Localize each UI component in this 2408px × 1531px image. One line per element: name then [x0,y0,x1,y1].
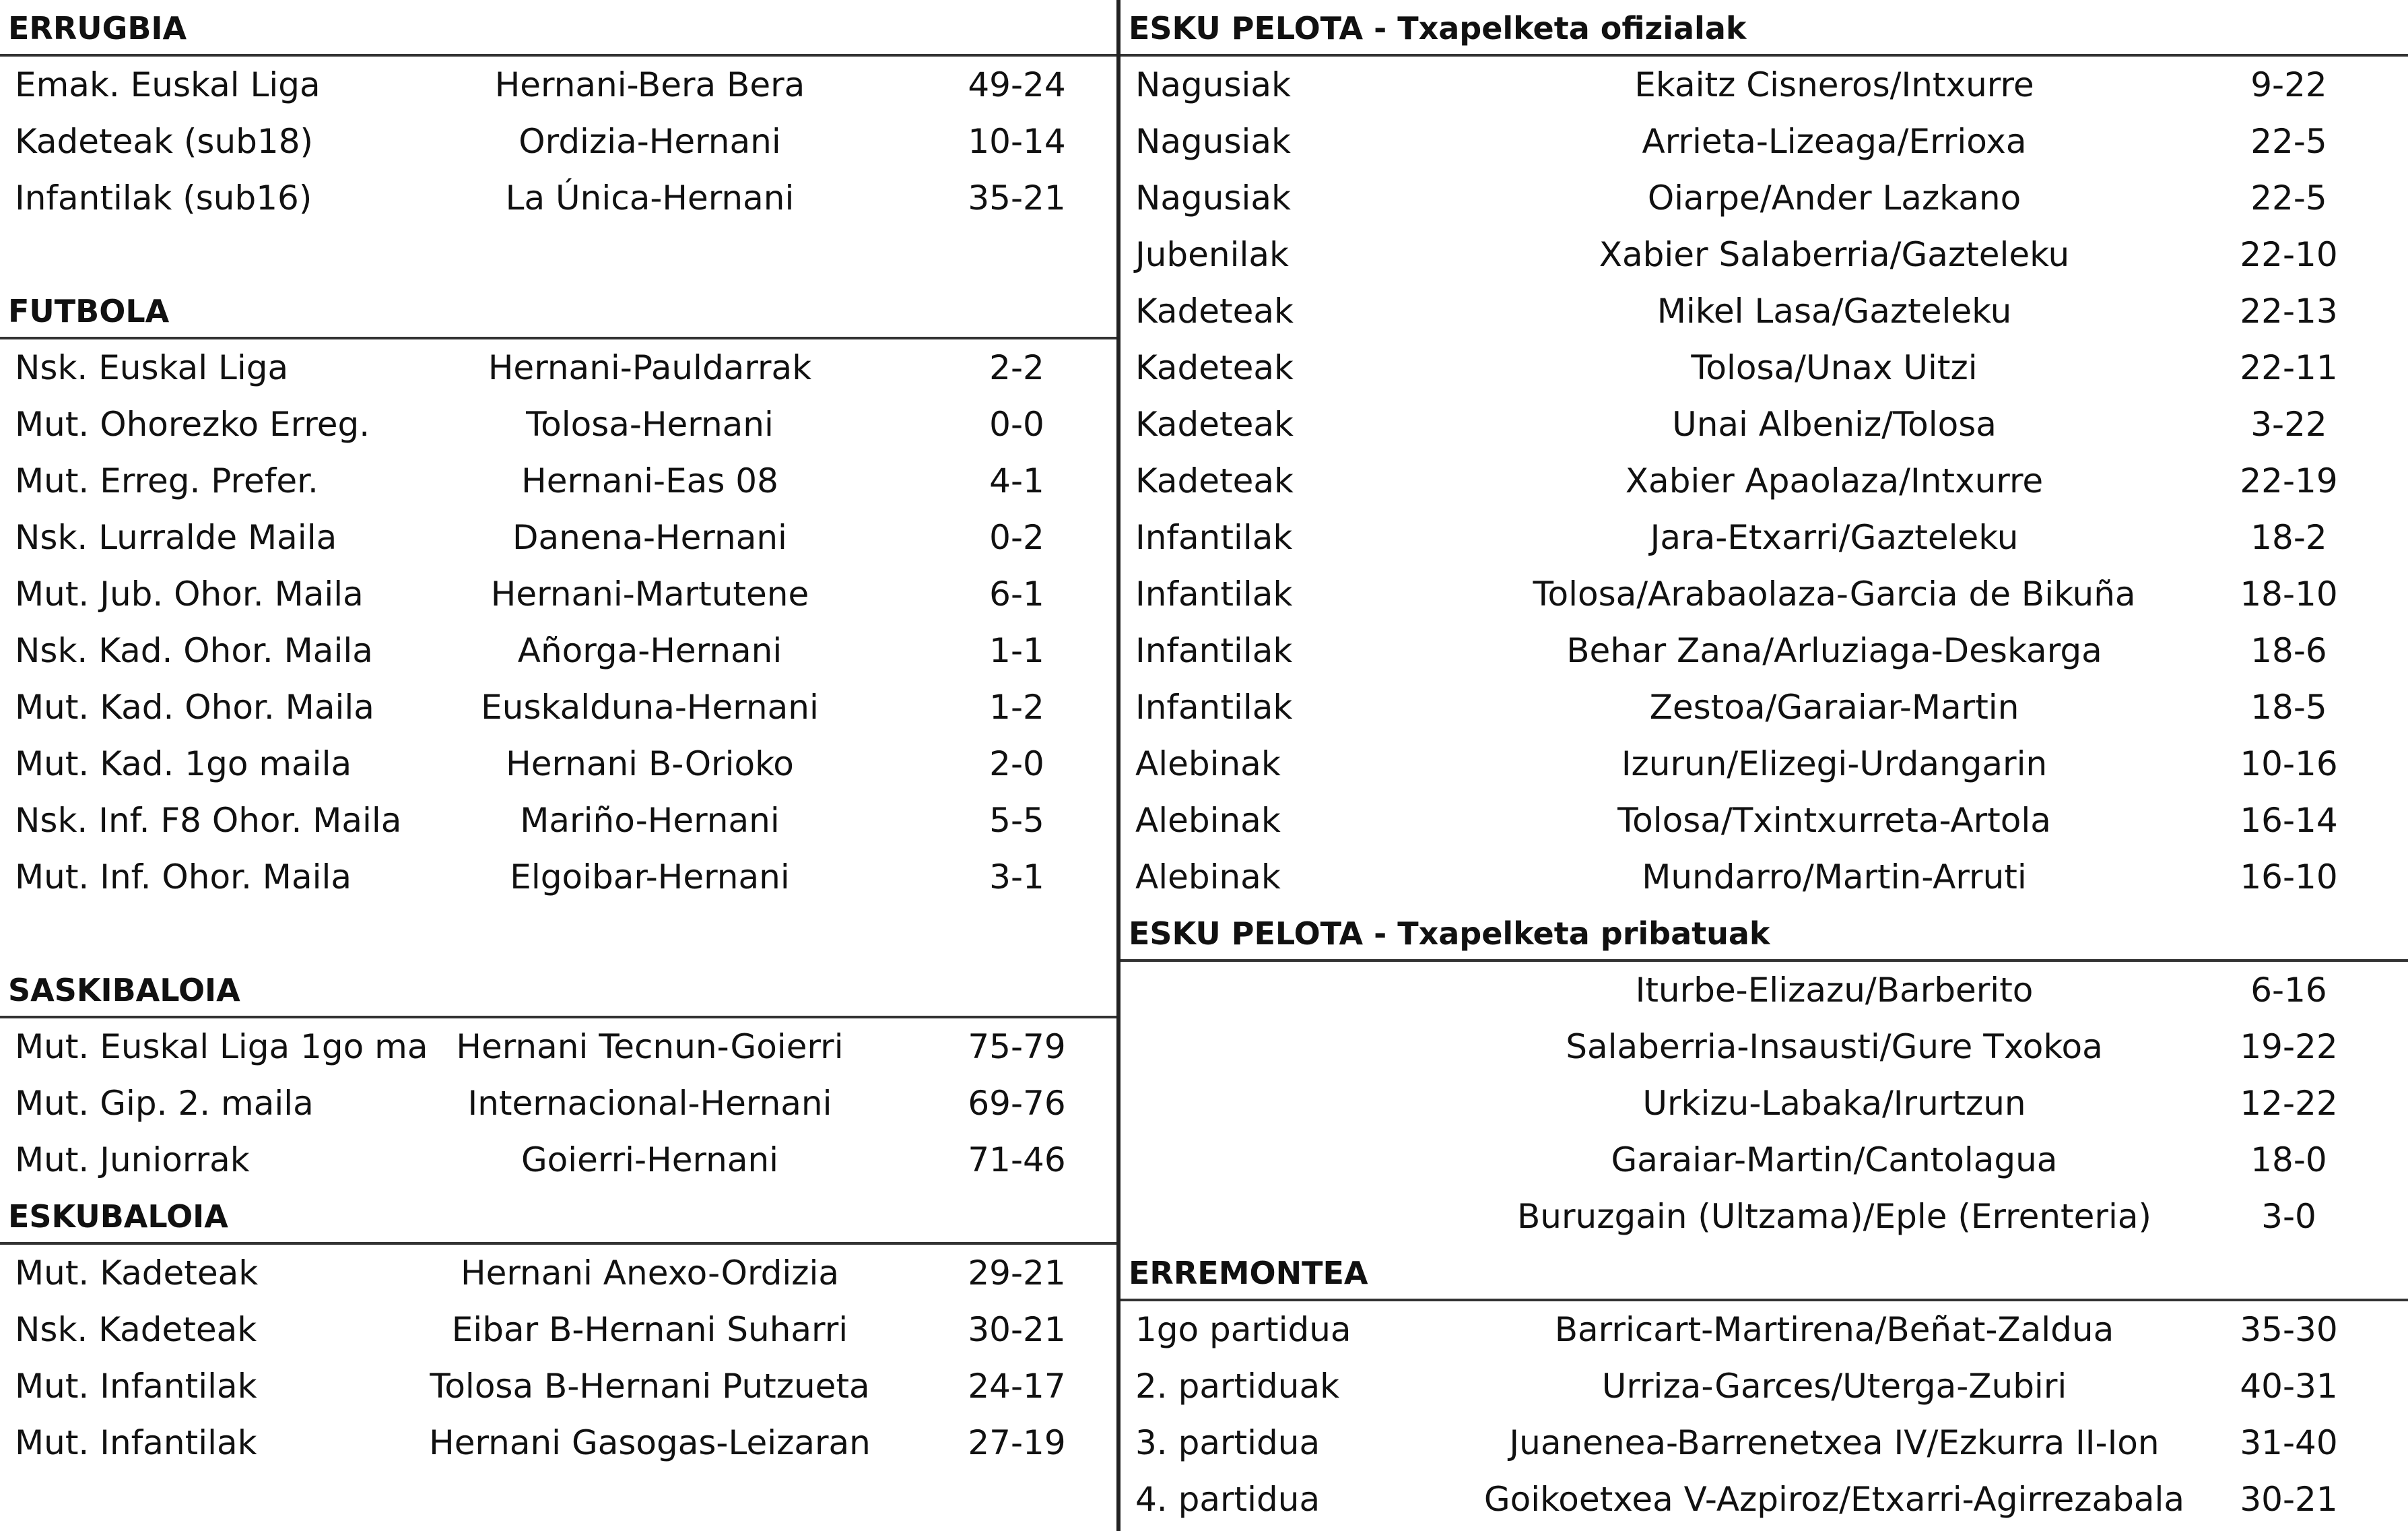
table-row [1121,1471,2408,1528]
right-column [1121,0,2408,1528]
score-cell: 6-1 [989,575,1044,614]
category-cell: Kadeteak (sub18) [15,122,314,161]
table-row [1121,226,2408,283]
table-row [1121,1188,2408,1245]
match-cell: Tolosa/Arabaolaza-Garcia de Bikuña [1533,575,2136,614]
score-cell: 16-10 [2240,857,2338,897]
table-row [1121,57,2408,113]
section-title: ESKU PELOTA - Txapelketa pribatuak [1121,905,2408,962]
score-cell: 18-2 [2250,518,2327,557]
category-cell: Nsk. Inf. F8 Ohor. Maila [15,801,402,840]
score-cell: 19-22 [2240,1027,2338,1066]
table-row [0,113,1116,170]
section-title: ERRUGBIA [0,0,1116,57]
table-row [0,509,1116,566]
category-cell: 1go partidua [1135,1310,1351,1349]
score-cell: 1-2 [989,688,1044,727]
category-cell: Mut. Kad. Ohor. Maila [15,688,374,727]
category-cell: 3. partidua [1135,1423,1320,1462]
table-row [0,1245,1116,1301]
score-cell: 22-19 [2240,461,2338,500]
category-cell: Alebinak [1135,801,1281,840]
match-cell: Xabier Apaolaza/Intxurre [1625,461,2044,500]
score-cell: 22-5 [2250,122,2327,161]
table-row [0,1414,1116,1471]
category-cell: Mut. Juniorrak [15,1140,250,1179]
score-cell: 18-6 [2250,631,2327,670]
match-cell: Internacional-Hernani [467,1084,832,1123]
table-row [0,1018,1116,1075]
table-row [1121,566,2408,622]
match-cell: Izurun/Elizegi-Urdangarin [1621,744,2048,783]
score-cell: 75-79 [968,1027,1066,1066]
category-cell: Mut. Gip. 2. maila [15,1084,314,1123]
section-title: SASKIBALOIA [0,962,1116,1018]
score-cell: 35-30 [2240,1310,2338,1349]
category-cell: Nagusiak [1135,65,1292,104]
match-cell: Buruzgain (Ultzama)/Eple (Errenteria) [1516,1197,2152,1236]
table-row [1121,453,2408,509]
section-title: ESKU PELOTA - Txapelketa ofizialak [1121,0,2408,57]
match-cell: Hernani-Bera Bera [494,65,805,104]
score-cell: 16-14 [2240,801,2338,840]
table-row [1121,1414,2408,1471]
score-cell: 12-22 [2240,1084,2338,1123]
match-cell: Unai Albeniz/Tolosa [1672,405,1997,444]
table-row [0,679,1116,736]
section-futbola [0,283,1116,905]
table-row [1121,1075,2408,1132]
table-row [1121,679,2408,736]
table-row [1121,170,2408,226]
match-cell: Eibar B-Hernani Suharri [451,1310,848,1349]
score-cell: 30-21 [2240,1480,2338,1519]
score-cell: 3-1 [989,857,1044,897]
match-cell: Urkizu-Labaka/Irurtzun [1642,1084,2026,1123]
match-cell: Tolosa-Hernani [526,405,774,444]
score-cell: 5-5 [989,801,1044,840]
match-cell: Jara-Etxarri/Gazteleku [1650,518,2019,557]
match-cell: Hernani B-Orioko [506,744,794,783]
category-cell: Infantilak [1135,688,1293,727]
table-row [1121,509,2408,566]
section-erremontea [1121,1245,2408,1528]
table-row [0,792,1116,849]
section-eskubaloia [0,1188,1116,1471]
table-row [1121,1358,2408,1414]
score-cell: 29-21 [968,1253,1066,1293]
score-cell: 2-0 [989,744,1044,783]
score-cell: 30-21 [968,1310,1066,1349]
table-row [0,396,1116,453]
category-cell: Mut. Infantilak [15,1367,257,1406]
match-cell: Hernani Anexo-Ordizia [460,1253,840,1293]
category-cell: Infantilak [1135,575,1293,614]
score-cell: 22-5 [2250,178,2327,218]
score-cell: 18-10 [2240,575,2338,614]
match-cell: Zestoa/Garaiar-Martin [1649,688,2019,727]
category-cell: Alebinak [1135,744,1281,783]
match-cell: Hernani Gasogas-Leizaran [429,1423,871,1462]
match-cell: Xabier Salaberria/Gazteleku [1599,235,2070,274]
table-row [1121,792,2408,849]
match-cell: Ekaitz Cisneros/Intxurre [1634,65,2034,104]
category-cell: Jubenilak [1135,235,1290,274]
table-row [1121,736,2408,792]
match-cell: Euskalduna-Hernani [481,688,819,727]
match-cell: Behar Zana/Arluziaga-Deskarga [1566,631,2102,670]
category-cell: Nagusiak [1135,122,1292,161]
spacer [0,226,1116,283]
score-cell: 69-76 [968,1084,1066,1123]
score-cell: 1-1 [989,631,1044,670]
category-cell: Nsk. Lurralde Maila [15,518,337,557]
score-cell: 6-16 [2250,971,2327,1010]
match-cell: Urriza-Garces/Uterga-Zubiri [1601,1367,2067,1406]
match-cell: Juanenea-Barrenetxea IV/Ezkurra II-Ion [1509,1423,2160,1462]
category-cell: Kadeteak [1135,405,1294,444]
table-row [0,1075,1116,1132]
score-cell: 71-46 [968,1140,1066,1179]
table-row [1121,396,2408,453]
score-cell: 35-21 [968,178,1066,218]
score-cell: 0-2 [989,518,1044,557]
score-cell: 40-31 [2240,1367,2338,1406]
score-cell: 18-0 [2250,1140,2327,1179]
match-cell: Goierri-Hernani [521,1140,779,1179]
category-cell: Infantilak [1135,518,1293,557]
table-row [0,1358,1116,1414]
category-cell: Nsk. Kad. Ohor. Maila [15,631,373,670]
match-cell: Tolosa B-Hernani Putzueta [430,1367,870,1406]
match-cell: Iturbe-Elizazu/Barberito [1635,971,2034,1010]
score-cell: 4-1 [989,461,1044,500]
score-cell: 24-17 [968,1367,1066,1406]
category-cell: Emak. Euskal Liga [15,65,321,104]
category-cell: Nsk. Euskal Liga [15,348,289,387]
match-cell: Mariño-Hernani [520,801,780,840]
score-cell: 31-40 [2240,1423,2338,1462]
section-title: FUTBOLA [0,283,1116,339]
table-row [1121,1301,2408,1358]
section-saskibaloia [0,962,1116,1188]
match-cell: Arrieta-Lizeaga/Errioxa [1642,122,2027,161]
score-cell: 22-10 [2240,235,2338,274]
score-cell: 27-19 [968,1423,1066,1462]
category-cell: Kadeteak [1135,348,1294,387]
match-cell: Barricart-Martirena/Beñat-Zaldua [1554,1310,2114,1349]
table-row [0,57,1116,113]
table-row [1121,849,2408,905]
match-cell: Elgoibar-Hernani [510,857,790,897]
section-esku-pelota-ofizialak [1121,0,2408,905]
section-errugbia [0,0,1116,226]
score-cell: 10-14 [968,122,1066,161]
score-cell: 2-2 [989,348,1044,387]
category-cell: Mut. Kad. 1go maila [15,744,352,783]
match-cell: Hernani-Eas 08 [521,461,778,500]
match-cell: Garaiar-Martin/Cantolagua [1611,1140,2058,1179]
table-row [1121,1018,2408,1075]
match-cell: Goikoetxea V-Azpiroz/Etxarri-Agirrezabala [1483,1480,2185,1519]
table-row [0,453,1116,509]
match-cell: Hernani-Martutene [490,575,809,614]
table-row [0,339,1116,396]
category-cell: Infantilak [1135,631,1293,670]
category-cell: Mut. Jub. Ohor. Maila [15,575,364,614]
left-column [0,0,1116,1471]
section-title: ESKUBALOIA [0,1188,1116,1245]
match-cell: Mundarro/Martin-Arruti [1642,857,2027,897]
category-cell: Infantilak (sub16) [15,178,312,218]
section-esku-pelota-pribatuak [1121,905,2408,1245]
category-cell: Mut. Erreg. Prefer. [15,461,319,500]
match-cell: Añorga-Hernani [517,631,782,670]
category-cell: Nsk. Kadeteak [15,1310,257,1349]
match-cell: Tolosa/Txintxurreta-Artola [1617,801,2051,840]
table-row [1121,1132,2408,1188]
table-row [1121,339,2408,396]
table-row [0,849,1116,905]
category-cell: Kadeteak [1135,292,1294,331]
table-row [0,736,1116,792]
match-cell: Ordizia-Hernani [519,122,781,161]
category-cell: 4. partidua [1135,1480,1320,1519]
score-cell: 10-16 [2240,744,2338,783]
category-cell: Nagusiak [1135,178,1292,218]
score-cell: 49-24 [968,65,1066,104]
match-cell: Mikel Lasa/Gazteleku [1657,292,2012,331]
table-row [1121,962,2408,1018]
category-cell: Mut. Infantilak [15,1423,257,1462]
match-cell: La Única-Hernani [505,178,795,218]
score-cell: 9-22 [2250,65,2327,104]
table-row [0,1301,1116,1358]
match-cell: Salaberria-Insausti/Gure Txokoa [1566,1027,2103,1066]
score-cell: 22-13 [2240,292,2338,331]
score-cell: 3-22 [2250,405,2327,444]
spacer [0,905,1116,962]
table-row [1121,622,2408,679]
score-cell: 18-5 [2250,688,2327,727]
section-title: ERREMONTEA [1121,1245,2408,1301]
category-cell: Kadeteak [1135,461,1294,500]
score-cell: 3-0 [2261,1197,2316,1236]
match-cell: Oiarpe/Ander Lazkano [1647,178,2021,218]
match-cell: Hernani Tecnun-Goierri [456,1027,844,1066]
table-row [1121,283,2408,339]
match-cell: Tolosa/Unax Uitzi [1691,348,1978,387]
score-cell: 0-0 [989,405,1044,444]
category-cell: 2. partiduak [1135,1367,1340,1406]
category-cell: Mut. Euskal Liga 1go ma [15,1027,428,1066]
table-row [0,1132,1116,1188]
score-cell: 22-11 [2240,348,2338,387]
match-cell: Hernani-Pauldarrak [488,348,812,387]
category-cell: Mut. Inf. Ohor. Maila [15,857,352,897]
table-row [0,170,1116,226]
match-cell: Danena-Hernani [512,518,787,557]
table-row [0,566,1116,622]
category-cell: Alebinak [1135,857,1281,897]
table-row [0,622,1116,679]
category-cell: Mut. Ohorezko Erreg. [15,405,370,444]
table-row [1121,113,2408,170]
category-cell: Mut. Kadeteak [15,1253,259,1293]
